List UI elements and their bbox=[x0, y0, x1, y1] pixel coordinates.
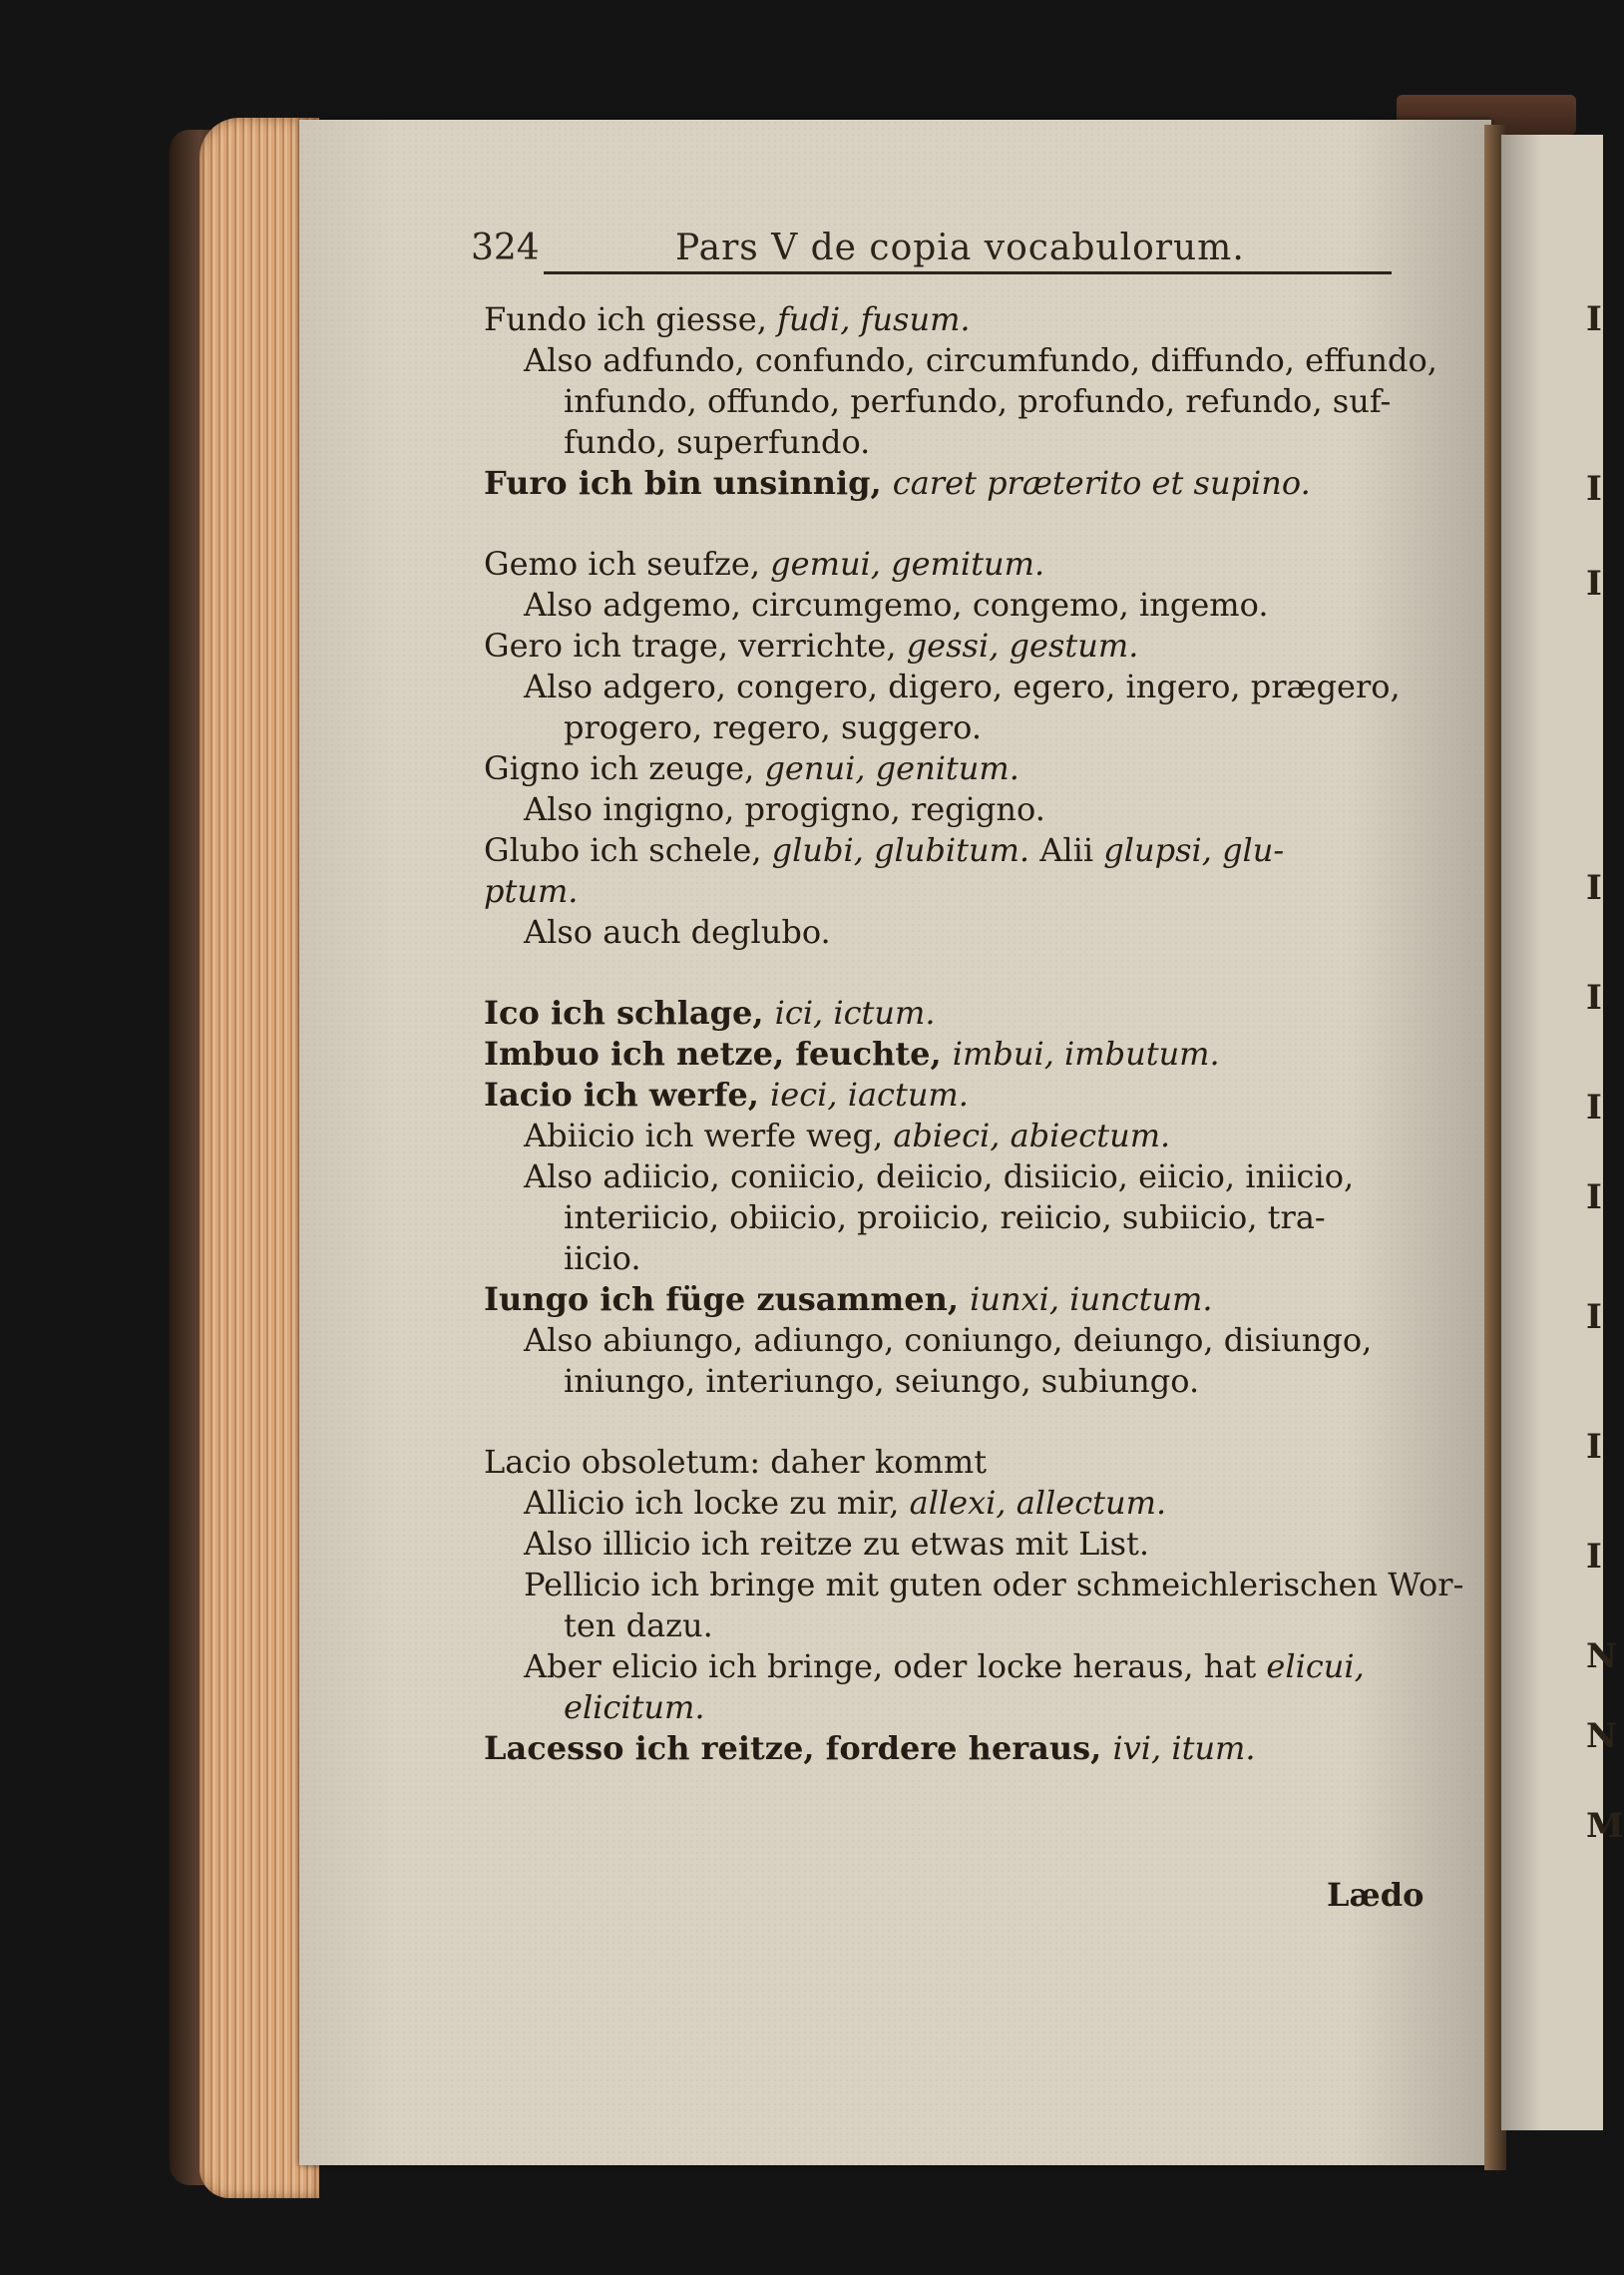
text-segment: Gero ich trage, verrichte, bbox=[484, 627, 907, 665]
text-line bbox=[484, 1156, 1421, 1197]
text-segment: Iacio ich werfe, bbox=[484, 1076, 771, 1114]
facing-page-letter: I bbox=[1586, 1427, 1602, 1467]
text-segment: interiicio, obiicio, proiicio, reiicio, subiicio, tra- bbox=[564, 1198, 1326, 1236]
text-line bbox=[484, 707, 1421, 748]
text-line bbox=[484, 1197, 1421, 1238]
text-segment: progero, regero, suggero. bbox=[564, 708, 983, 746]
text-segment: Also adgero, congero, digero, egero, ingero, prægero, bbox=[524, 668, 1401, 705]
blank-line bbox=[484, 504, 1421, 544]
text-segment: Also ingigno, progigno, regigno. bbox=[524, 790, 1045, 828]
text-line bbox=[484, 1605, 1421, 1646]
text-line bbox=[484, 299, 1421, 340]
text-line bbox=[484, 1483, 1421, 1524]
text-segment: elicui, bbox=[1266, 1647, 1365, 1685]
facing-page-letter: I bbox=[1586, 1177, 1602, 1217]
text-line bbox=[484, 1075, 1421, 1116]
page-text bbox=[484, 299, 1464, 1769]
text-segment: abieci, abiectum. bbox=[893, 1117, 1171, 1154]
text-line bbox=[484, 748, 1421, 789]
page-header bbox=[471, 228, 1389, 277]
text-line bbox=[484, 626, 1421, 667]
text-line bbox=[484, 871, 1421, 912]
facing-page-letter: N bbox=[1586, 1636, 1618, 1676]
text-segment: Imbuo ich netze, feuchte, bbox=[484, 1035, 953, 1073]
text-segment: Ico ich schlage, bbox=[484, 994, 775, 1032]
text-segment: Also adgemo, circumgemo, congemo, ingemo. bbox=[524, 586, 1269, 624]
text-line bbox=[484, 1361, 1421, 1402]
text-line bbox=[484, 1116, 1421, 1156]
text-segment: Alii bbox=[1029, 831, 1104, 869]
blank-line bbox=[484, 1402, 1421, 1442]
text-segment: Also illicio ich reitze zu etwas mit List. bbox=[524, 1525, 1150, 1563]
text-segment: fundo, superfundo. bbox=[564, 423, 871, 461]
text-line bbox=[484, 1728, 1421, 1769]
text-line bbox=[484, 544, 1421, 585]
text-segment: ivi, itum. bbox=[1112, 1729, 1256, 1767]
facing-page-letter: I bbox=[1586, 1088, 1602, 1128]
text-segment: gemui, gemitum. bbox=[770, 545, 1045, 583]
text-segment: Glubo ich schele, bbox=[484, 831, 772, 869]
text-segment: Also auch deglubo. bbox=[524, 913, 831, 951]
facing-page-letter: I bbox=[1586, 469, 1602, 509]
page-number: 324 bbox=[471, 228, 540, 268]
text-line bbox=[484, 1034, 1421, 1075]
text-segment: imbui, imbutum. bbox=[952, 1035, 1220, 1073]
text-segment: Gemo ich seufze, bbox=[484, 545, 771, 583]
text-segment: ich giesse, bbox=[597, 300, 778, 338]
facing-page-letter: I bbox=[1586, 868, 1602, 908]
text-line bbox=[484, 912, 1421, 953]
text-segment: allexi, allectum. bbox=[909, 1484, 1167, 1522]
text-segment: glupsi, glu- bbox=[1103, 831, 1285, 869]
text-line bbox=[484, 1565, 1464, 1605]
text-segment: Lacio obsoletum: daher kommt bbox=[484, 1443, 988, 1481]
text-segment: Also adiicio, coniicio, deiicio, disiicio, eiicio, iniicio, bbox=[524, 1157, 1355, 1195]
text-line bbox=[484, 381, 1421, 422]
text-line bbox=[484, 789, 1421, 830]
facing-page-letter: I bbox=[1586, 299, 1602, 339]
text-segment: ieci, iactum. bbox=[770, 1076, 969, 1114]
text-segment: Pellicio ich bringe mit guten oder schmeichlerischen Wor- bbox=[524, 1566, 1464, 1603]
text-line bbox=[484, 1279, 1421, 1320]
text-segment: ici, ictum. bbox=[774, 994, 936, 1032]
text-segment: Furo ich bin unsinnig, bbox=[484, 464, 893, 502]
text-segment: iunxi, iunctum. bbox=[970, 1280, 1213, 1318]
text-segment: Aber elicio ich bringe, oder locke heraus, hat bbox=[524, 1647, 1267, 1685]
text-segment: Gigno ich zeuge, bbox=[484, 749, 765, 787]
text-segment: caret præterito et supino. bbox=[892, 464, 1311, 502]
text-line bbox=[484, 1442, 1421, 1483]
text-line bbox=[484, 585, 1421, 626]
text-segment: infundo, offundo, perfundo, profundo, refundo, suf- bbox=[564, 382, 1392, 420]
facing-page-letter: I bbox=[1586, 1537, 1602, 1577]
text-line bbox=[484, 422, 1421, 463]
facing-page-letter: I bbox=[1586, 978, 1602, 1018]
text-line bbox=[484, 1238, 1421, 1279]
text-segment: Lacesso ich reitze, fordere heraus, bbox=[484, 1729, 1113, 1767]
text-segment: Abiicio ich werfe weg, bbox=[524, 1117, 894, 1154]
text-line bbox=[484, 1646, 1421, 1687]
text-segment: Also adfundo, confundo, circumfundo, diffundo, effundo, bbox=[524, 341, 1437, 379]
text-segment: iicio. bbox=[564, 1239, 641, 1277]
text-segment: Also abiungo, adiungo, coniungo, deiungo, disiungo, bbox=[524, 1321, 1373, 1359]
text-segment: Iungo ich füge zusammen, bbox=[484, 1280, 971, 1318]
header-rule bbox=[544, 271, 1392, 274]
text-segment: genui, genitum. bbox=[764, 749, 1019, 787]
text-line bbox=[484, 667, 1421, 707]
text-segment: elicitum. bbox=[564, 1688, 705, 1726]
running-head: Pars V de copia vocabulorum. bbox=[675, 228, 1245, 268]
text-segment: ten dazu. bbox=[564, 1606, 713, 1644]
text-segment: gessi, gestum. bbox=[906, 627, 1139, 665]
text-segment: glubi, glubitum. bbox=[771, 831, 1030, 869]
blank-line bbox=[484, 953, 1421, 993]
text-line bbox=[484, 1687, 1421, 1728]
text-segment: iniungo, interiungo, seiungo, subiungo. bbox=[564, 1362, 1200, 1400]
text-segment: ptum. bbox=[484, 872, 579, 910]
text-segment: fudi, fusum. bbox=[777, 300, 971, 338]
text-line bbox=[484, 463, 1421, 504]
text-line bbox=[484, 830, 1421, 871]
text-segment: Fundo bbox=[484, 300, 598, 338]
facing-page-letter: I bbox=[1586, 1297, 1602, 1337]
facing-page-letter: N bbox=[1586, 1716, 1618, 1756]
text-segment: Allicio ich locke zu mir, bbox=[524, 1484, 910, 1522]
facing-page-letter: I bbox=[1586, 564, 1602, 604]
text-line bbox=[484, 1524, 1421, 1565]
text-line bbox=[484, 993, 1421, 1034]
text-line bbox=[484, 1320, 1421, 1361]
text-line bbox=[484, 340, 1437, 381]
catchword: Lædo bbox=[1327, 1876, 1424, 1914]
facing-page-letter: M bbox=[1586, 1806, 1624, 1846]
